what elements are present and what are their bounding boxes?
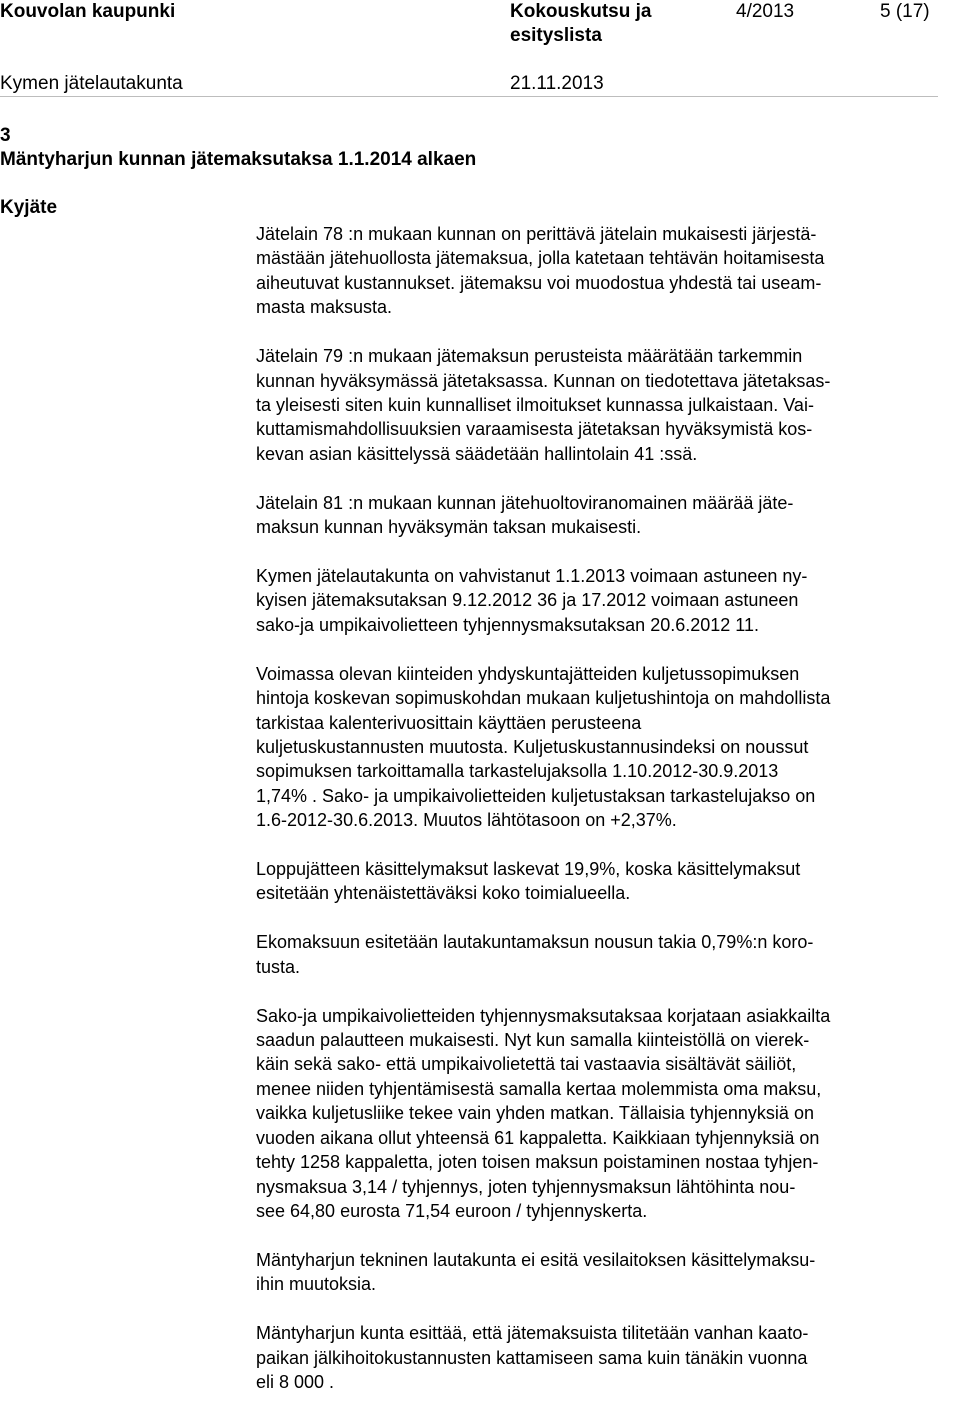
paragraph-line: see 64,80 eurosta 71,54 euroon / tyhjennyskerta. (256, 1200, 648, 1221)
paragraph-line: käin sekä sako- että umpikaivolietettä tai vastaavia sisältävät säiliöt, (256, 1054, 797, 1075)
header-divider (0, 96, 938, 97)
paragraph (256, 564, 940, 637)
paragraph-line: Jätelain 78 :n mukaan kunnan on perittävä jätelain mukaisesti järjestä- (256, 224, 817, 244)
paragraph (256, 1248, 940, 1297)
paragraph (256, 930, 940, 979)
page-number: 5 (17) (880, 1, 930, 22)
meeting-date: 21.11.2013 (510, 73, 604, 94)
paragraph (256, 1321, 940, 1394)
paragraph-line: Mäntyharjun kunta esittää, että jätemaksuista tilitetään vanhan kaato- (256, 1323, 809, 1344)
paragraph-line: sako-ja umpikaivolietteen tyhjennysmaksutaksan 20.6.2012 11. (256, 614, 759, 635)
paragraph-line: saadun palautteen mukaisesti. Nyt kun samalla kiinteistöllä on vierek- (256, 1030, 810, 1051)
paragraph-line: mästään jätehuollosta jätemaksua, jolla katetaan tehtävän hoitamisesta (256, 248, 825, 269)
document-type: Kokouskutsu ja (510, 1, 652, 22)
paragraph-line: Mäntyharjun tekninen lautakunta ei esitä vesilaitoksen käsittelymaksu- (256, 1249, 816, 1270)
paragraph-line: Kymen jätelautakunta on vahvistanut 1.1.2013 voimaan astuneen ny- (256, 565, 808, 586)
paragraph-line: kunnan hyväksymässä jätetaksassa. Kunnan on tiedotettava jätetaksas- (256, 370, 831, 391)
paragraph-line: 1,74% . Sako- ja umpikaivolietteiden kuljetustaksan tarkastelujakso on (256, 785, 816, 806)
paragraph-line: Ekomaksuun esitetään lautakuntamaksun nousun takia 0,79%:n koro- (256, 932, 814, 953)
paragraph-line: sopimuksen tarkoittamalla tarkastelujaksolla 1.10.2012-30.9.2013 (256, 761, 779, 782)
body-text (256, 222, 940, 1419)
paragraph (256, 662, 940, 833)
board-name: Kymen jätelautakunta (0, 73, 183, 94)
paragraph-line: vaikka kuljetusliike tekee vain yhden matkan. Tällaisia tyhjennyksiä on (256, 1103, 814, 1124)
paragraph-line: Loppujätteen käsittelymaksut laskevat 19,9%, koska käsittelymaksut (256, 859, 801, 880)
paragraph-line: Voimassa olevan kiinteiden yhdyskuntajätteiden kuljetussopimuksen (256, 663, 800, 684)
paragraph-line: kyisen jätemaksutaksan 9.12.2012 36 ja 17.2012 voimaan astuneen (256, 590, 799, 611)
paragraph-line: ihin muutoksia. (256, 1274, 377, 1295)
paragraph-line: ta yleisesti siten kuin kunnalliset ilmoitukset kunnassa julkaistaan. Vai- (256, 394, 814, 415)
side-label: Kyjäte (0, 197, 58, 218)
paragraph-line: nysmaksua 3,14 / tyhjennys, joten tyhjennysmaksun lähtöhinta nou- (256, 1176, 796, 1197)
paragraph-line: kevan asian käsittelyssä säädetään hallintolain 41 :ssä. (256, 443, 698, 464)
paragraph-line: Sako-ja umpikaivolietteiden tyhjennysmaksutaksaa korjataan asiakkailta (256, 1005, 831, 1026)
paragraph-line: aiheutuvat kustannukset. jätemaksu voi muodostua yhdestä tai useam- (256, 272, 822, 293)
paragraph-line: vuoden aikana ollut yhteensä 61 kappaletta. Kaikkiaan tyhjennyksiä on (256, 1127, 820, 1148)
section-number: 3 (0, 125, 11, 146)
paragraph-line: maksun kunnan hyväksymän taksan mukaisesti. (256, 517, 642, 538)
paragraph-line: hintoja koskevan sopimuskohdan mukaan kuljetushintoja on mahdollista (256, 688, 831, 709)
paragraph-line: Jätelain 81 :n mukaan kunnan jätehuoltoviranomainen määrää jäte- (256, 492, 794, 513)
paragraph-line: masta maksusta. (256, 297, 393, 318)
paragraph (256, 222, 940, 320)
paragraph-line: eli 8 000 . (256, 1371, 335, 1392)
paragraph-line: tusta. (256, 956, 301, 977)
paragraph (256, 491, 940, 540)
organization-name: Kouvolan kaupunki (0, 1, 176, 22)
meeting-number: 4/2013 (736, 1, 795, 22)
paragraph-line: kuljetuskustannusten muutosta. Kuljetuskustannusindeksi on noussut (256, 736, 809, 757)
paragraph-line: paikan jälkihoitokustannusten kattamiseen sama kuin tänäkin vuonna (256, 1347, 808, 1368)
paragraph-line: Jätelain 79 :n mukaan jätemaksun perusteista määrätään tarkemmin (256, 346, 803, 367)
document-type-line2: esityslista (510, 25, 602, 46)
paragraph (256, 344, 940, 466)
paragraph-line: tarkistaa kalenterivuosittain käyttäen perusteena (256, 712, 642, 733)
paragraph-line: kuttamismahdollisuuksien varaamisesta jätetaksan hyväksymistä kos- (256, 419, 813, 440)
paragraph-line: 1.6-2012-30.6.2013. Muutos lähtötasoon on +2,37%. (256, 810, 677, 831)
paragraph-line: esitetään yhtenäistettäväksi koko toimialueella. (256, 883, 631, 904)
paragraph (256, 1004, 940, 1224)
paragraph-line: menee niiden tyhjentämisestä samalla kertaa molemmista oma maksu, (256, 1078, 822, 1099)
paragraph-line: tehty 1258 kappaletta, joten toisen maksun poistaminen nostaa tyhjen- (256, 1152, 819, 1173)
paragraph (256, 857, 940, 906)
section-title: Mäntyharjun kunnan jätemaksutaksa 1.1.2014 alkaen (0, 149, 477, 170)
